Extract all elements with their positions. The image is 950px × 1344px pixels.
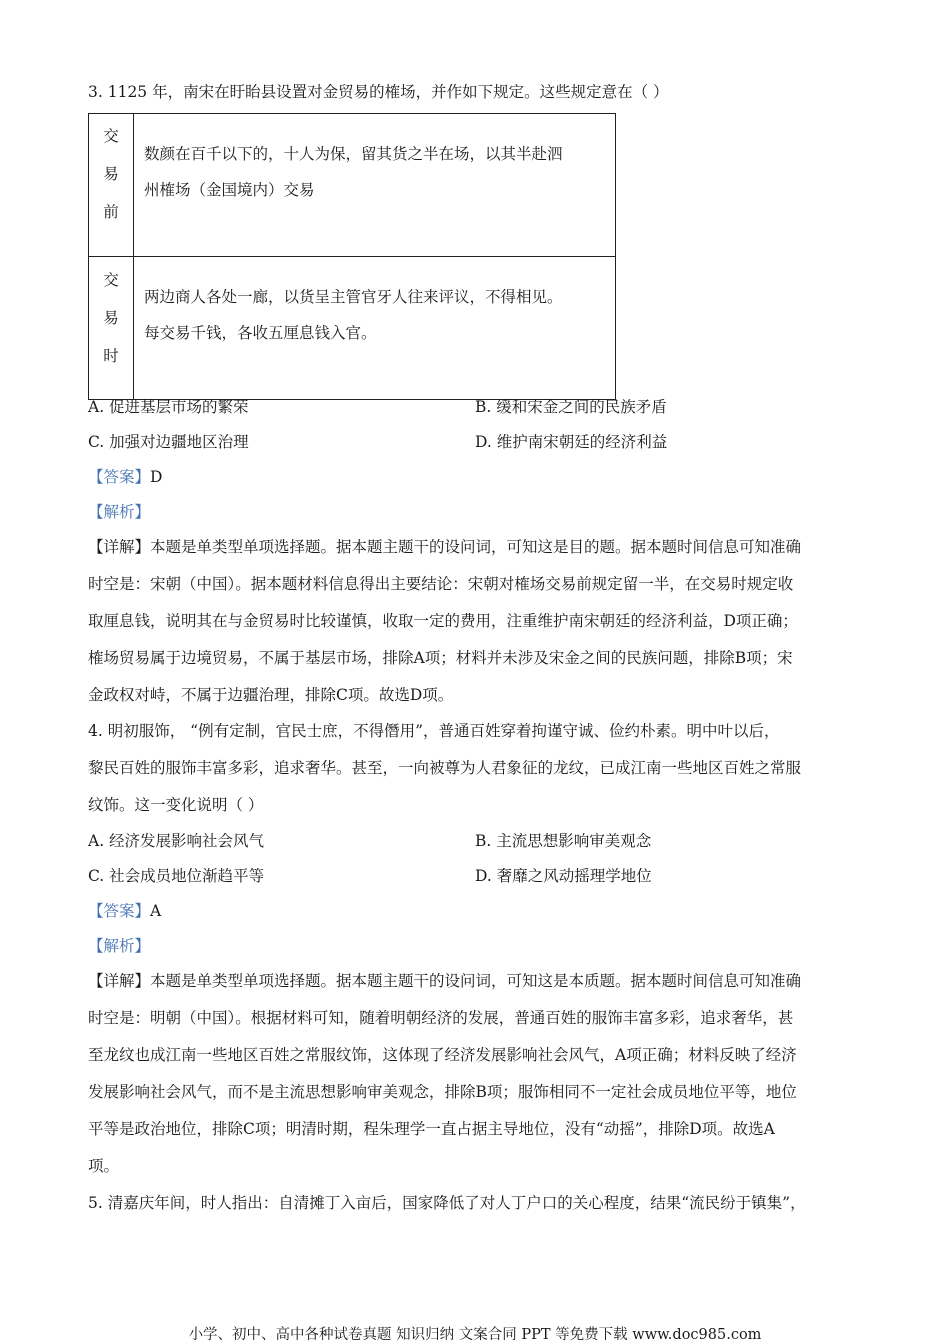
q4-detail-line: 发展影响社会风气，而不是主流思想影响审美观念，排除B项；服饰相同不一定社会成员地位平等，地位 <box>88 1083 797 1101</box>
q4-option-b: B. 主流思想影响审美观念 <box>475 832 652 850</box>
answer-label: 【答案】 <box>88 902 151 920</box>
table-content-cell: 数颜在百千以下的，十人为保，留其货之半在场，以其半赴泗 州榷场（金国境内）交易 <box>134 114 616 257</box>
q4-detail-line: 【详解】本题是单类型单项选择题。据本题主题干的设问词，可知这是本质题。据本题时间信息可知准确 <box>88 972 802 990</box>
q3-answer <box>88 467 162 487</box>
q4-option-c: C. 社会成员地位渐趋平等 <box>88 867 265 885</box>
table-header-cell: 交 易 前 <box>89 114 134 257</box>
answer-label: 【答案】 <box>88 468 151 486</box>
q3-detail-line: 时空是：宋朝（中国）。据本题材料信息得出主要结论：宋朝对榷场交易前规定留一半，在交易时规定收 <box>88 575 794 593</box>
q3-stem: 3. 1125 年，南宋在盱眙县设置对金贸易的榷场，并作如下规定。这些规定意在（ ） <box>88 83 669 101</box>
q5-stem: 5. 清嘉庆年间，时人指出：自清摊丁入亩后，国家降低了对人丁户口的关心程度，结果“流民纷于镇集”， <box>88 1194 806 1212</box>
q4-detail-line: 时空是：明朝（中国）。根据材料可知，随着明朝经济的发展，普通百姓的服饰丰富多彩，追求奢华，甚 <box>88 1009 794 1027</box>
q4-option-d: D. 奢靡之风动摇理学地位 <box>475 867 652 885</box>
table-content-cell: 两边商人各处一廊，以货呈主管官牙人往来评议，不得相见。 每交易千钱，各收五厘息钱入官。 <box>134 257 616 400</box>
q4-analysis-label: 【解析】 <box>88 937 151 955</box>
q4-stem-line: 4. 明初服饰， “例有定制，官民士庶，不得僭用”，普通百姓穿着拘谨守诚、俭约朴素。明中叶以后， <box>88 722 780 740</box>
q4-option-a: A. 经济发展影响社会风气 <box>88 832 265 850</box>
q3-option-c: C. 加强对边疆地区治理 <box>88 433 249 451</box>
table-row <box>89 257 616 400</box>
table-row <box>89 114 616 257</box>
q3-detail-line: 【详解】本题是单类型单项选择题。据本题主题干的设问词，可知这是目的题。据本题时间信息可知准确 <box>88 538 802 556</box>
q4-answer <box>88 901 161 921</box>
q3-detail-line: 取厘息钱，说明其在与金贸易时比较谨慎，收取一定的费用，注重维护南宋朝廷的经济利益，D项正确； <box>88 612 798 630</box>
q3-table <box>88 113 616 400</box>
q3-detail-line: 金政权对峙，不属于边疆治理，排除C项。故选D项。 <box>88 686 454 704</box>
q4-stem-line: 黎民百姓的服饰丰富多彩，追求奢华。甚至，一向被尊为人君象征的龙纹，已成江南一些地区百姓之常服 <box>88 759 802 777</box>
q3-option-d: D. 维护南宋朝廷的经济利益 <box>475 433 668 451</box>
q3-analysis-label: 【解析】 <box>88 503 151 521</box>
answer-value: D <box>150 468 163 486</box>
q3-option-a: A. 促进基层市场的繁荣 <box>88 398 249 416</box>
q3-detail-line: 榷场贸易属于边境贸易，不属于基层市场，排除A项；材料并未涉及宋金之间的民族问题，排除B项；宋 <box>88 649 793 667</box>
page-footer: 小学、初中、高中各种试卷真题 知识归纳 文案合同 PPT 等免费下载 www.doc985.com <box>188 1327 762 1343</box>
q4-stem-line: 纹饰。这一变化说明（ ） <box>88 796 264 814</box>
q4-detail-line: 平等是政治地位，排除C项；明清时期，程朱理学一直占据主导地位，没有“动摇”，排除D项。故选A <box>88 1120 775 1138</box>
table-header-cell: 交 易 时 <box>89 257 134 400</box>
answer-value: A <box>150 902 162 920</box>
q4-detail-line: 至龙纹也成江南一些地区百姓之常服纹饰，这体现了经济发展影响社会风气，A项正确；材料反映了经济 <box>88 1046 797 1064</box>
q4-detail-line: 项。 <box>88 1157 120 1175</box>
q3-option-b: B. 缓和宋金之间的民族矛盾 <box>475 398 667 416</box>
